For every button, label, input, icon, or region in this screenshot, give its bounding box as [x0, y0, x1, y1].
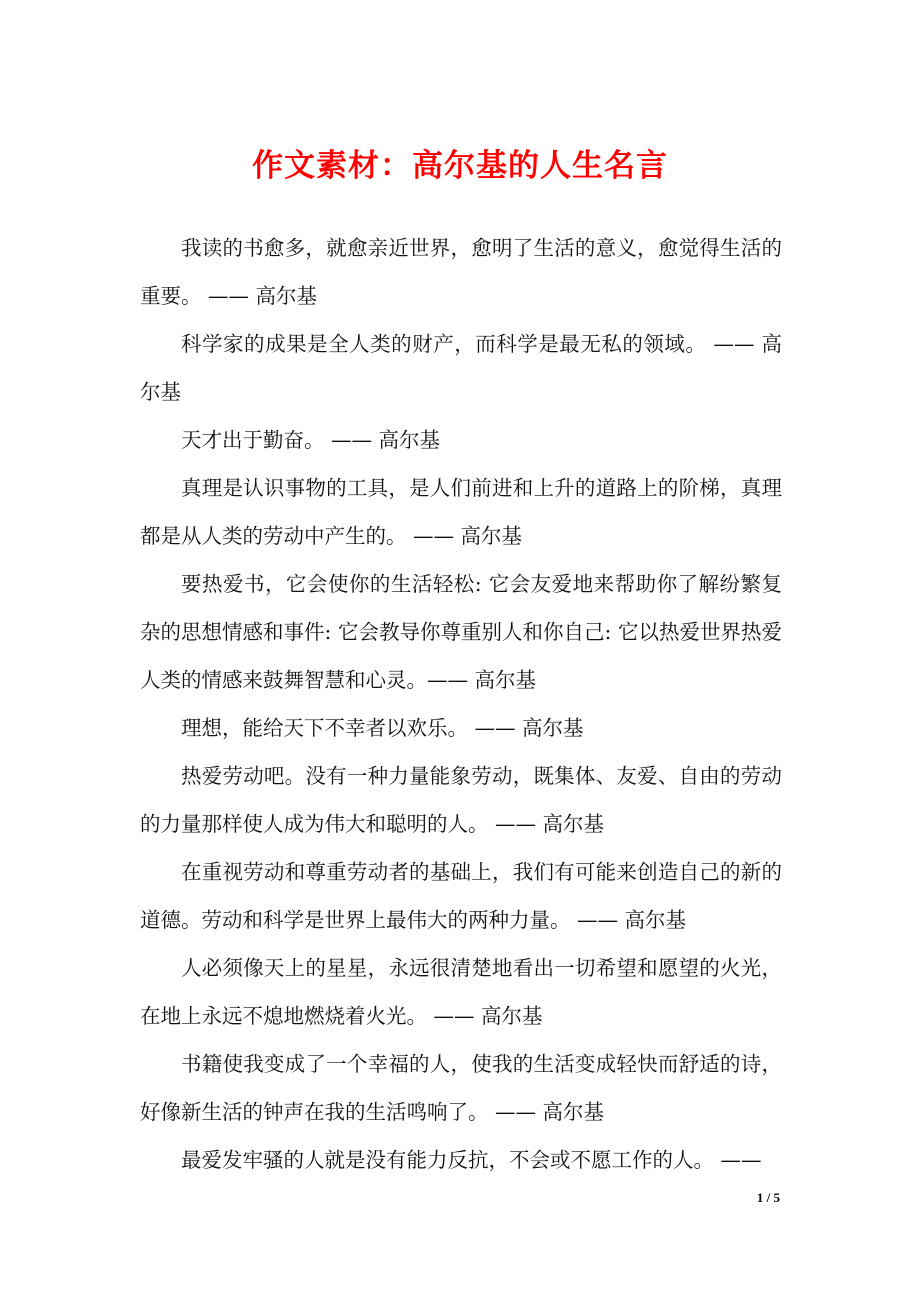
quote-paragraph-10: 书籍使我变成了一个幸福的人，使我的生活变成轻快而舒适的诗，好像新生活的钟声在我的生活鸣响了。 —— 高尔基 — [140, 1052, 782, 1124]
quote-paragraph-5: 要热爱书，它会使你的生活轻松: 它会友爱地来帮助你了解纷繁复杂的思想情感和事件: 它会教导你尊重别人和你自己: 它以热爱世界热爱人类的情感来鼓舞智慧和心灵。—— 高尔基 — [140, 572, 782, 692]
quote-paragraph-9: 人必须像天上的星星，永远很清楚地看出一切希望和愿望的火光，在地上永远不熄地燃烧着火光。 —— 高尔基 — [140, 956, 782, 1028]
quote-paragraph-1: 我读的书愈多，就愈亲近世界，愈明了生活的意义，愈觉得生活的重要。 —— 高尔基 — [140, 236, 782, 308]
quote-paragraph-2: 科学家的成果是全人类的财产，而科学是最无私的领域。 —— 高尔基 — [140, 332, 782, 404]
page-number: 1 / 5 — [756, 1190, 780, 1205]
document-title: 作文素材：高尔基的人生名言 — [252, 148, 668, 184]
quote-paragraph-6: 理想，能给天下不幸者以欢乐。 —— 高尔基 — [181, 716, 584, 740]
document-body — [140, 224, 782, 1184]
quote-paragraph-8: 在重视劳动和尊重劳动者的基础上，我们有可能来创造自己的新的道德。劳动和科学是世界上最伟大的两种力量。 —— 高尔基 — [140, 860, 782, 932]
quote-paragraph-4: 真理是认识事物的工具，是人们前进和上升的道路上的阶梯，真理都是从人类的劳动中产生的。 —— 高尔基 — [140, 476, 782, 548]
quote-paragraph-3: 天才出于勤奋。 —— 高尔基 — [181, 428, 441, 452]
quote-paragraph-11: 最爱发牢骚的人就是没有能力反抗，不会或不愿工作的人。 —— — [181, 1148, 762, 1172]
quote-paragraph-7: 热爱劳动吧。没有一种力量能象劳动，既集体、友爱、自由的劳动的力量那样使人成为伟大和聪明的人。 —— 高尔基 — [140, 764, 782, 836]
